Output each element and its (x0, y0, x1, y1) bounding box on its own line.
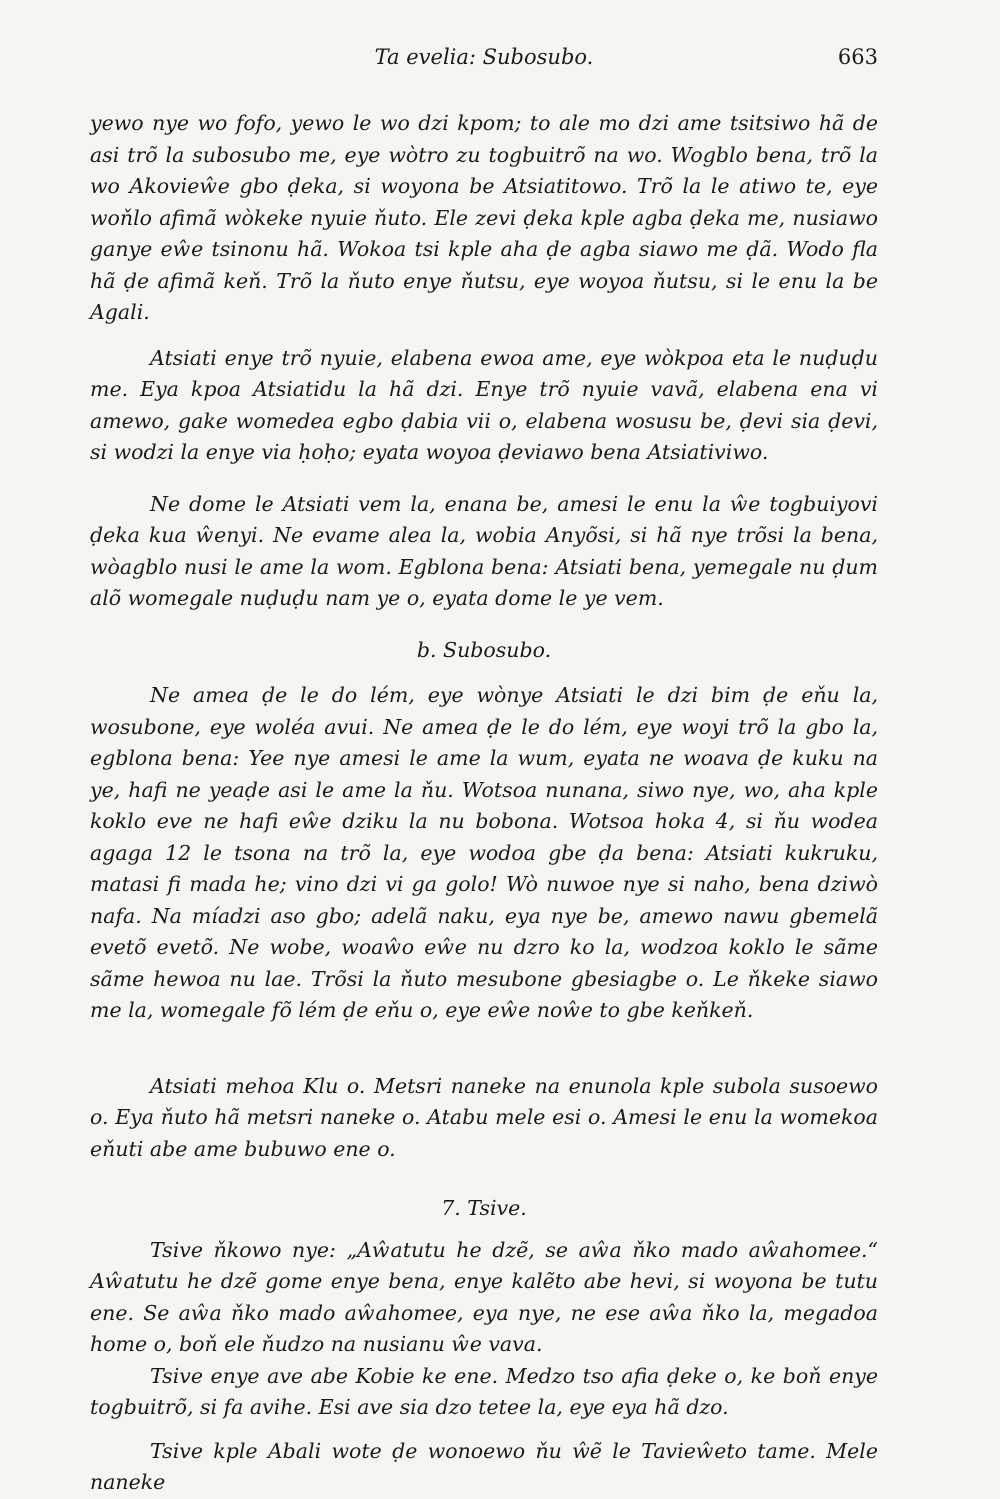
paragraph: Atsiati enye trõ nyuie, elabena ewoa ame, eye wòkpoa eta le nuḍuḍu me. Eya kpoa Atsiatidu la hã dzi. Enye trõ nyuie vavã, elabena ena vi amewo, gake womedea egbo ḍabia vii o, elabena wosusu be, ḍevi sia ḍevi, si wodzi la enye via ḥoḥo; eyata woyoa ḍeviawo bena Atsiativiwo. (90, 345, 878, 464)
page-number: 663 (837, 45, 878, 69)
paragraph: Tsive kple Abali wote ḍe wonoewo ňu ŵẽ le Tavieŵeto tame. Mele naneke (90, 1438, 878, 1494)
running-title: Ta evelia: Subosubo. (374, 45, 594, 69)
page-header (90, 45, 878, 77)
paragraph: Ne amea ḍe le do lém, eye wònye Atsiati le dzi bim ḍe eňu la, wosubone, eye woléa avui. Ne amea ḍe le do lém, eye woyi trõ la gbo la, egblona bena: Yee nye amesi le ame la wum, eyata ne woava ḍe kuku na ye, hafi ne yeaḍe asi le ame la ňu. Wotsoa nunana, siwo nye, wo, aha kple koklo eve ne hafi eŵe dziku la nu bobona. Wotsoa hoka 4, si ňu wodea agaga 12 le tsona na trõ la, eye wodoa gbe ḍa bena: Atsiati kukruku, matasi fi mada he; vino dzi vi ga golo! Wò nuwoe nye si naho, bena dziwò nafa. Na míadzi aso gbo; adelã naku, eya nye be, amewo nawu gbemelã evetõ evetõ. Ne wobe, woaŵo eŵe nu dzro ko la, wodzoa koklo le sãme sãme hewoa nu lae. Trõsi la ňuto mesubone gbesiagbe o. Le ňkeke siawo me la, womegale fõ lém ḍe eňu o, eye eŵe noŵe to gbe keňkeň. (90, 683, 878, 1022)
body-text (90, 108, 878, 1499)
section-heading-7: 7. Tsive. (441, 1196, 527, 1220)
section-heading-b: b. Subosubo. (416, 637, 552, 662)
paragraph: yewo nye wo fofo, yewo le wo dzi kpom; to ale mo dzi ame tsitsiwo hã de asi trõ la subosubo me, eye wòtro zu togbuitrõ na wo. Wogblo bena, trõ la wo Akovieŵe gbo ḍeka, si woyona be Atsiatitowo. Trõ la le atiwo te, eye woňlo afimã wòkeke nyuie ňuto. Ele zevi ḍeka kple agba ḍeka me, nusiawo ganye eŵe tsinonu hã. Wokoa tsi kple aha ḍe agba siawo me ḍã. Wodo fla hã ḍe afimã keň. Trõ la ňuto enye ňutsu, eye woyoa ňutsu, si le enu la be Agali. (90, 111, 878, 324)
paragraph: Ne dome le Atsiati vem la, enana be, amesi le enu la ŵe togbuiyovi ḍeka kua ŵenyi. Ne evame alea la, wobia Anyõsi, si hã nye trõsi la bena, wòagblo nusi le ame la wom. Egblona bena: Atsiati bena, yemegale nu ḍum alõ womegale nuḍuḍu nam ye o, eyata dome le ye vem. (90, 491, 878, 610)
paragraph: Tsive ňkowo nye: „Aŵatutu he dzẽ, se aŵa ňko mado aŵahomee.“ Aŵatutu he dzẽ gome enye bena, enye kalẽto abe hevi, si woyona be tutu ene. Se aŵa ňko mado aŵahomee, eya nye, ne ese aŵa ňko la, megadoa home o, boň ele ňudzo na nusianu ŵe vava. (90, 1237, 878, 1356)
paragraph: Tsive enye ave abe Kobie ke ene. Medzo tso afia ḍeke o, ke boň enye togbuitrõ, si fa avihe. Esi ave sia dzo tetee la, eye eya hã dzo. (90, 1363, 878, 1419)
paragraph: Atsiati mehoa Klu o. Metsri naneke na enunola kple subola susoewo o. Eya ňuto hã metsri naneke o. Atabu mele esi o. Amesi le enu la womekoa eňuti abe ame bubuwo ene o. (90, 1073, 878, 1161)
